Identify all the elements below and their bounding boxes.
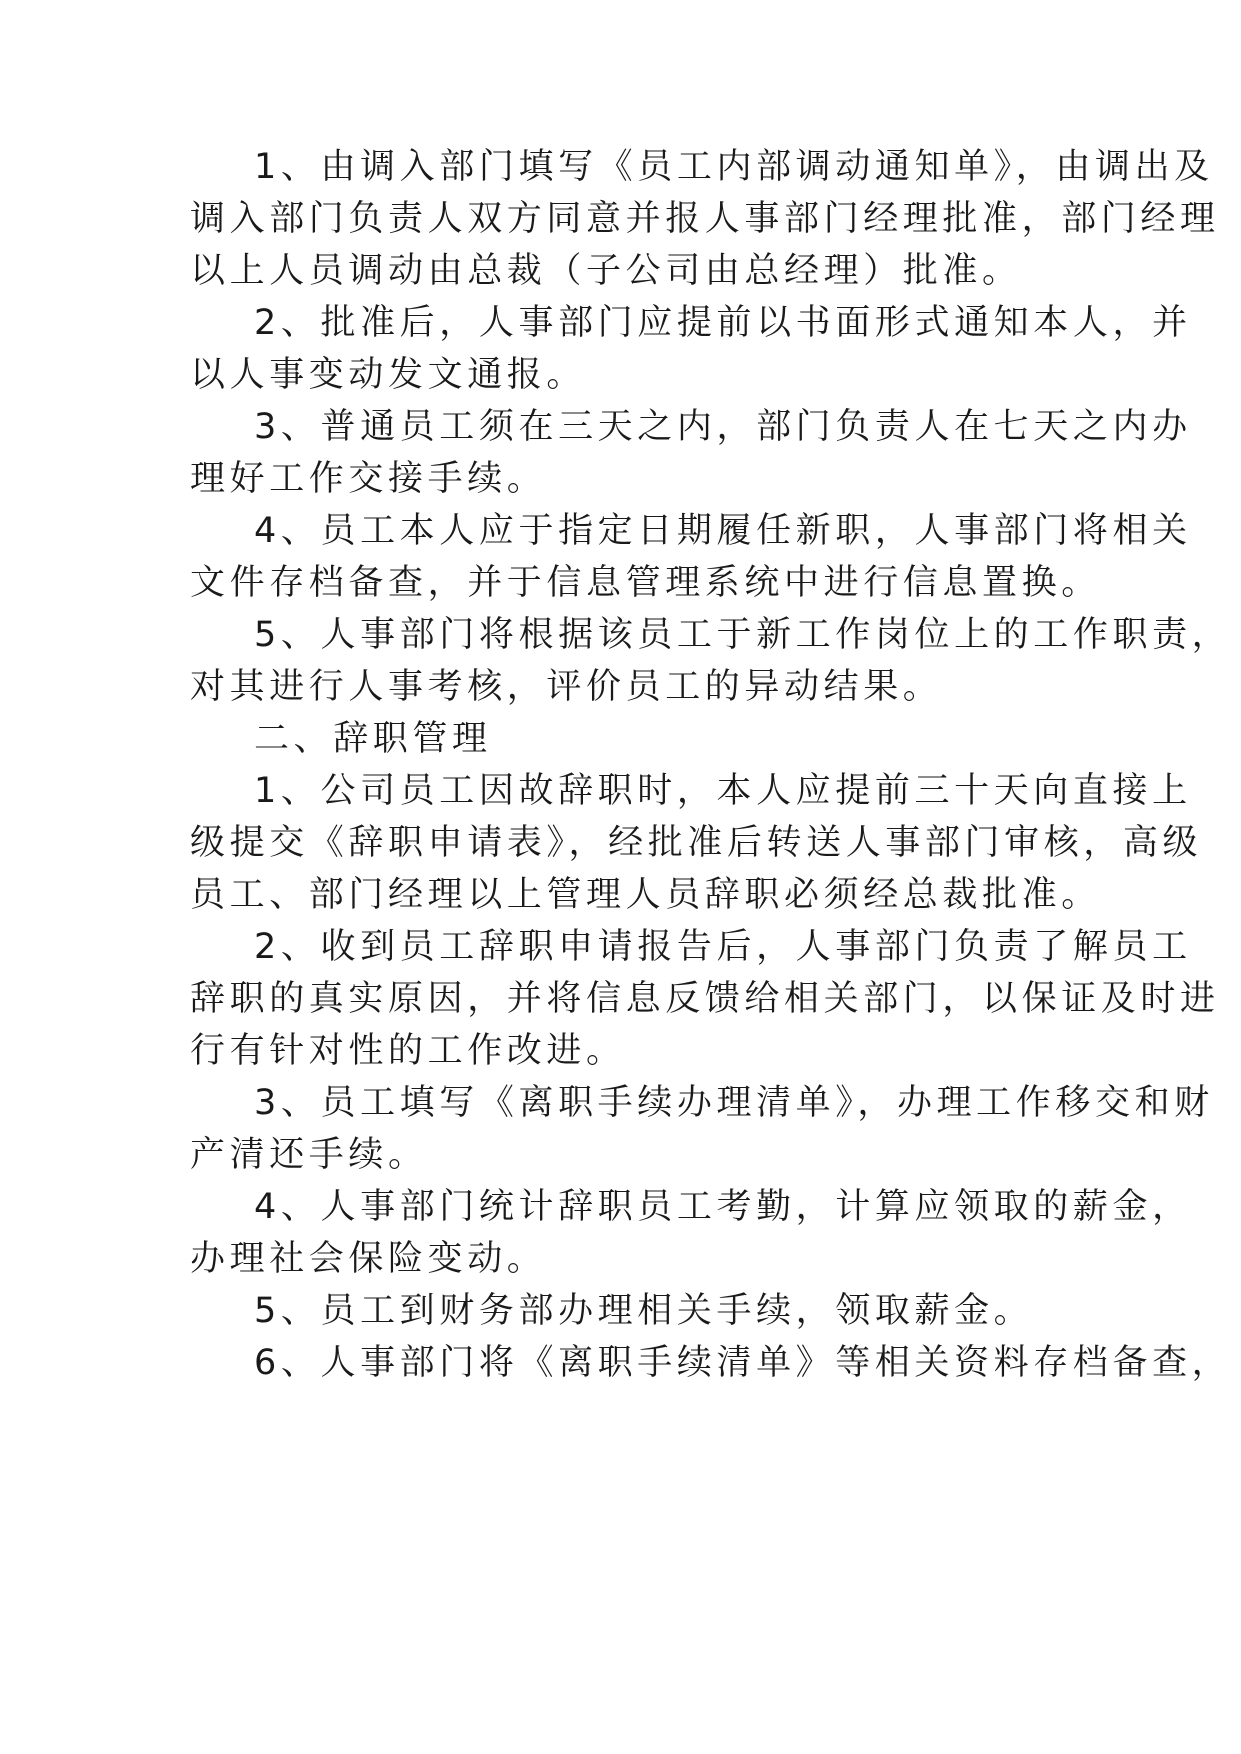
text-line: 1、由调入部门填写《员工内部调动通知单》，由调出及 [254,147,1214,187]
text-line: 5、员工到财务部办理相关手续，领取薪金。 [254,1291,1034,1331]
text-line: 以上人员调动由总裁（子公司由总经理）批准。 [190,251,1022,291]
text-line: 4、人事部门统计辞职员工考勤，计算应领取的薪金， [254,1187,1192,1227]
text-line: 3、普通员工须在三天之内，部门负责人在七天之内办 [254,407,1192,447]
text-line: 5、人事部门将根据该员工于新工作岗位上的工作职责， [254,615,1232,655]
text-line: 文件存档备查，并于信息管理系统中进行信息置换。 [190,563,1101,603]
text-line: 理好工作交接手续。 [190,459,547,499]
text-line: 对其进行人事考核，评价员工的异动结果。 [190,667,943,707]
section-heading: 二、辞职管理 [254,719,492,759]
text-line: 4、员工本人应于指定日期履任新职，人事部门将相关 [254,511,1192,551]
text-line: 2、批准后，人事部门应提前以书面形式通知本人，并 [254,303,1192,343]
text-line: 行有针对性的工作改进。 [190,1031,626,1071]
text-line: 1、公司员工因故辞职时，本人应提前三十天向直接上 [254,771,1192,811]
text-line: 以人事变动发文通报。 [190,355,587,395]
text-line: 办理社会保险变动。 [190,1239,547,1279]
text-line: 6、人事部门将《离职手续清单》等相关资料存档备查， [254,1343,1232,1383]
text-line: 调入部门负责人双方同意并报人事部门经理批准，部门经理 [190,199,1220,239]
text-line: 3、员工填写《离职手续办理清单》，办理工作移交和财 [254,1083,1214,1123]
text-line: 2、收到员工辞职申请报告后，人事部门负责了解员工 [254,927,1192,967]
text-line: 辞职的真实原因，并将信息反馈给相关部门，以保证及时进 [190,979,1220,1019]
text-line: 产清还手续。 [190,1135,428,1175]
text-line: 员工、部门经理以上管理人员辞职必须经总裁批准。 [190,875,1101,915]
text-line: 级提交《辞职申请表》，经批准后转送人事部门审核，高级 [190,823,1203,863]
